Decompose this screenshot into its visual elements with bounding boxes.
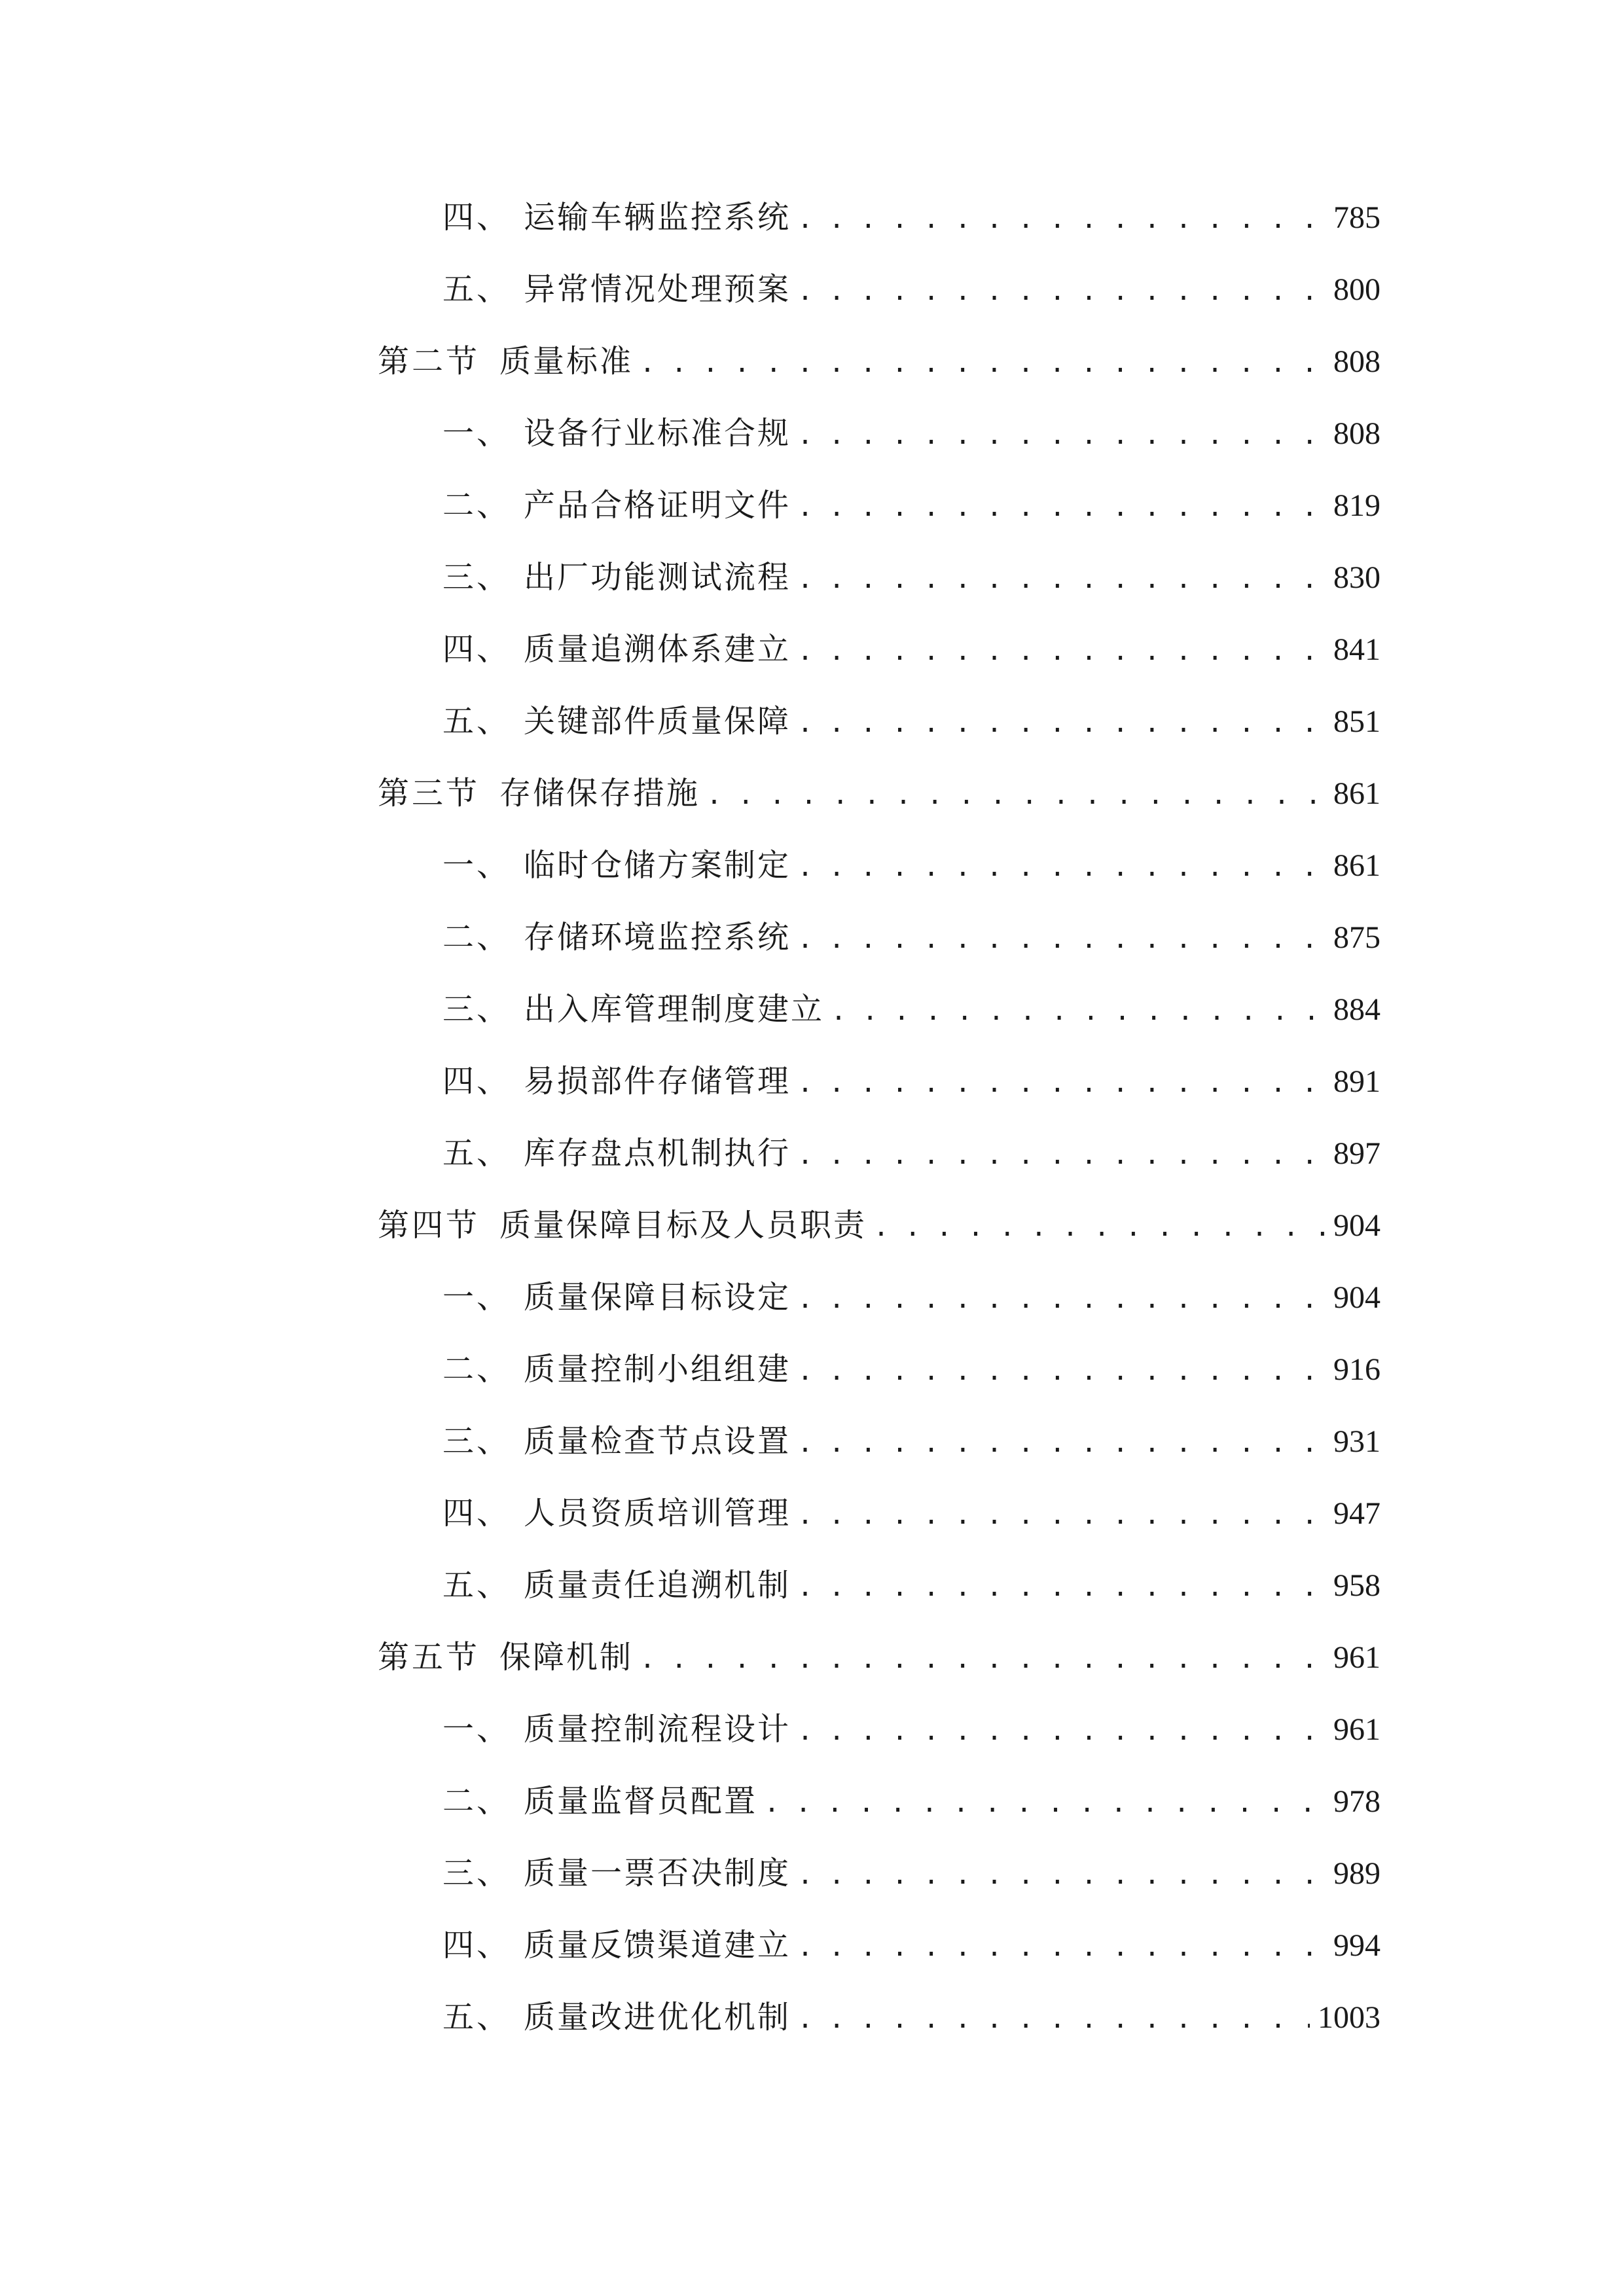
toc-dot-leader xyxy=(797,1710,1326,1752)
toc-page-number: 800 xyxy=(1333,272,1380,307)
toc-subsection-entry[interactable] xyxy=(442,628,1380,670)
toc-page-number: 916 xyxy=(1333,1352,1380,1387)
toc-entry-number: 四、 xyxy=(442,1927,511,1964)
toc-entry-title: 出厂功能测试流程 xyxy=(524,559,791,596)
toc-entry-number: 一、 xyxy=(442,1279,511,1316)
toc-page-number: 861 xyxy=(1333,776,1380,811)
toc-subsection-entry[interactable] xyxy=(442,1708,1380,1750)
toc-entry-title: 质量追溯体系建立 xyxy=(524,631,791,668)
toc-subsection-entry[interactable] xyxy=(442,1924,1380,1966)
toc-section-entry[interactable] xyxy=(378,772,1380,814)
toc-entry-title: 质量标准 xyxy=(499,343,634,380)
toc-dot-leader xyxy=(797,846,1326,888)
toc-page-number: 931 xyxy=(1333,1424,1380,1459)
toc-entry-number: 第二节 xyxy=(378,343,480,380)
toc-entry-title: 设备行业标准合规 xyxy=(524,415,791,452)
toc-entry-number: 五、 xyxy=(442,1135,511,1172)
toc-subsection-entry[interactable] xyxy=(442,1276,1380,1318)
toc-page-number: 808 xyxy=(1333,344,1380,379)
toc-entry-title: 质量检查节点设置 xyxy=(524,1423,791,1460)
toc-subsection-entry[interactable] xyxy=(442,1780,1380,1822)
toc-subsection-entry[interactable] xyxy=(442,1852,1380,1894)
toc-entry-number: 二、 xyxy=(442,1351,511,1388)
toc-entry-number: 第四节 xyxy=(378,1207,480,1244)
toc-dot-leader xyxy=(797,1926,1326,1968)
toc-entry-number: 五、 xyxy=(442,703,511,740)
toc-entry-number: 四、 xyxy=(442,199,511,236)
toc-subsection-entry[interactable] xyxy=(442,1996,1380,2038)
toc-page-number: 989 xyxy=(1333,1856,1380,1891)
toc-page-number: 961 xyxy=(1333,1640,1380,1675)
toc-subsection-entry[interactable] xyxy=(442,1564,1380,1606)
toc-entry-number: 三、 xyxy=(442,559,511,596)
toc-entry-title: 运输车辆监控系统 xyxy=(524,199,791,236)
toc-subsection-entry[interactable] xyxy=(442,412,1380,454)
toc-dot-leader xyxy=(797,198,1326,240)
toc-entry-number: 五、 xyxy=(442,1999,511,2036)
toc-dot-leader xyxy=(797,414,1326,456)
toc-entry-title: 保障机制 xyxy=(499,1639,634,1676)
toc-entry-number: 二、 xyxy=(442,919,511,956)
toc-entry-number: 四、 xyxy=(442,1495,511,1532)
toc-dot-leader xyxy=(797,1566,1326,1608)
toc-page-number: 897 xyxy=(1333,1136,1380,1171)
toc-subsection-entry[interactable] xyxy=(442,844,1380,886)
toc-subsection-entry[interactable] xyxy=(442,916,1380,958)
toc-dot-leader xyxy=(797,918,1326,960)
toc-subsection-entry[interactable] xyxy=(442,988,1380,1030)
toc-entry-title: 人员资质培训管理 xyxy=(524,1495,791,1532)
toc-entry-number: 五、 xyxy=(442,271,511,308)
toc-page-number: 904 xyxy=(1333,1208,1380,1243)
toc-page-number: 994 xyxy=(1333,1928,1380,1963)
toc-page-number: 808 xyxy=(1333,416,1380,451)
toc-entry-title: 易损部件存储管理 xyxy=(524,1063,791,1100)
toc-entry-number: 第五节 xyxy=(378,1639,480,1676)
toc-page-number: 785 xyxy=(1333,200,1380,235)
toc-entry-number: 四、 xyxy=(442,1063,511,1100)
toc-entry-title: 质量一票否决制度 xyxy=(524,1855,791,1892)
toc-dot-leader xyxy=(831,990,1326,1032)
toc-entry-title: 关键部件质量保障 xyxy=(524,703,791,740)
toc-entry-title: 质量责任追溯机制 xyxy=(524,1567,791,1604)
toc-page-number: 904 xyxy=(1333,1280,1380,1315)
toc-page-number: 1003 xyxy=(1318,2000,1380,2035)
toc-entry-title: 存储保存措施 xyxy=(499,775,700,812)
toc-subsection-entry[interactable] xyxy=(442,1420,1380,1462)
toc-dot-leader xyxy=(873,1206,1326,1248)
toc-dot-leader xyxy=(797,270,1326,312)
toc-page-number: 830 xyxy=(1333,560,1380,595)
toc-page-number: 861 xyxy=(1333,848,1380,883)
toc-entry-number: 三、 xyxy=(442,1855,511,1892)
toc-page-number: 841 xyxy=(1333,632,1380,667)
toc-dot-leader xyxy=(640,1638,1326,1680)
toc-page-number: 875 xyxy=(1333,920,1380,955)
toc-subsection-entry[interactable] xyxy=(442,1492,1380,1534)
toc-page-number: 958 xyxy=(1333,1568,1380,1603)
toc-section-entry[interactable] xyxy=(378,1204,1380,1246)
toc-entry-title: 库存盘点机制执行 xyxy=(524,1135,791,1172)
toc-subsection-entry[interactable] xyxy=(442,1060,1380,1102)
toc-page-number: 884 xyxy=(1333,992,1380,1027)
toc-entry-number: 一、 xyxy=(442,847,511,884)
toc-dot-leader xyxy=(797,1062,1326,1104)
toc-dot-leader xyxy=(797,1998,1310,2040)
toc-page-number: 819 xyxy=(1333,488,1380,523)
toc-page-number: 978 xyxy=(1333,1784,1380,1819)
toc-entry-title: 临时仓储方案制定 xyxy=(524,847,791,884)
toc-subsection-entry[interactable] xyxy=(442,268,1380,310)
toc-section-entry[interactable] xyxy=(378,1636,1380,1678)
toc-page-number: 851 xyxy=(1333,704,1380,739)
toc-entry-title: 出入库管理制度建立 xyxy=(524,991,825,1028)
toc-subsection-entry[interactable] xyxy=(442,484,1380,526)
toc-section-entry[interactable] xyxy=(378,340,1380,382)
toc-dot-leader xyxy=(640,342,1326,384)
toc-entry-number: 五、 xyxy=(442,1567,511,1604)
toc-subsection-entry[interactable] xyxy=(442,700,1380,742)
toc-entry-number: 二、 xyxy=(442,1783,511,1820)
toc-entry-title: 存储环境监控系统 xyxy=(524,919,791,956)
toc-entry-title: 异常情况处理预案 xyxy=(524,271,791,308)
toc-dot-leader xyxy=(764,1782,1326,1824)
toc-entry-number: 第三节 xyxy=(378,775,480,812)
toc-entry-number: 四、 xyxy=(442,631,511,668)
toc-dot-leader xyxy=(797,1854,1326,1896)
toc-page-number: 891 xyxy=(1333,1064,1380,1099)
toc-entry-number: 一、 xyxy=(442,1711,511,1748)
toc-entry-number: 一、 xyxy=(442,415,511,452)
toc-entry-title: 质量控制小组组建 xyxy=(524,1351,791,1388)
toc-page-number: 961 xyxy=(1333,1712,1380,1747)
toc-dot-leader xyxy=(706,774,1326,816)
toc-subsection-entry[interactable] xyxy=(442,196,1380,238)
toc-entry-title: 质量保障目标设定 xyxy=(524,1279,791,1316)
toc-dot-leader xyxy=(797,1350,1326,1392)
toc-subsection-entry[interactable] xyxy=(442,556,1380,598)
toc-entry-title: 质量控制流程设计 xyxy=(524,1711,791,1748)
toc-dot-leader xyxy=(797,558,1326,600)
toc-dot-leader xyxy=(797,1422,1326,1464)
toc-entry-title: 产品合格证明文件 xyxy=(524,487,791,524)
toc-entry-title: 质量监督员配置 xyxy=(524,1783,758,1820)
toc-dot-leader xyxy=(797,486,1326,528)
toc-entry-number: 三、 xyxy=(442,1423,511,1460)
toc-entry-title: 质量反馈渠道建立 xyxy=(524,1927,791,1964)
toc-dot-leader xyxy=(797,1278,1326,1320)
toc-dot-leader xyxy=(797,630,1326,672)
toc-dot-leader xyxy=(797,702,1326,744)
toc-entry-number: 二、 xyxy=(442,487,511,524)
toc-entry-title: 质量保障目标及人员职责 xyxy=(499,1207,867,1244)
toc-subsection-entry[interactable] xyxy=(442,1132,1380,1174)
toc-dot-leader xyxy=(797,1134,1326,1176)
toc-subsection-entry[interactable] xyxy=(442,1348,1380,1390)
toc-page-number: 947 xyxy=(1333,1496,1380,1531)
toc-dot-leader xyxy=(797,1494,1326,1536)
toc-entry-title: 质量改进优化机制 xyxy=(524,1999,791,2036)
toc-entry-number: 三、 xyxy=(442,991,511,1028)
